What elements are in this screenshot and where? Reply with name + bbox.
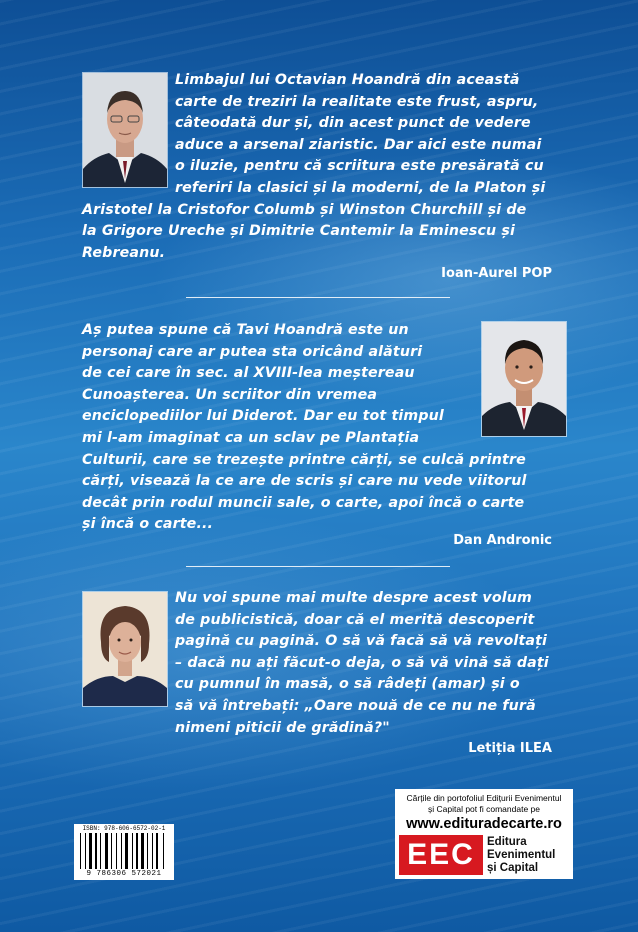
quote-line: de publicistică, doar că el merită descoperit [175, 611, 535, 628]
ean-number: 9 786306 572021 [86, 870, 162, 878]
quote-line: Cunoașterea. Un scriitor din vremea [82, 386, 378, 403]
author-name: Dan Andronic [453, 533, 552, 548]
author-name: Ioan-Aurel POP [441, 266, 552, 281]
author-photo-letitia-ilea [82, 591, 168, 707]
isbn-number: ISBN: 978-606-6572-02-1 [82, 825, 166, 832]
publisher-name-line: și Capital [487, 861, 539, 874]
quote-line: Culturii, care se trezește printre cărți, se culcă printre [82, 451, 526, 468]
divider [186, 297, 450, 298]
quote-line: Nu voi spune mai multe despre acest volum [175, 590, 532, 606]
quote-line: la Grigore Ureche și Dimitrie Cantemir la Eminescu și [82, 223, 515, 240]
quote-line: cărți, visează la ce are de scris și care nu vede viitorul [82, 473, 527, 490]
author-name: Letiția ILEA [468, 741, 552, 756]
divider [186, 566, 450, 567]
quote-line: personaj care ar putea sta oricând alături [82, 343, 423, 360]
quote-ioan-aurel-pop-wide [82, 200, 526, 265]
publisher-website-link[interactable]: www.edituradecarte.ro [406, 816, 562, 832]
quote-line: câteodată dur și, din acest punct de vedere [175, 115, 531, 132]
quote-dan-andronic [82, 320, 526, 536]
eec-logo: EEC [399, 835, 483, 875]
author-photo-ioan-aurel-pop [82, 72, 168, 188]
barcode [74, 824, 174, 880]
quote-line: și încă o carte... [82, 516, 214, 533]
quote-line: nimeni piticii de grădină?" [175, 719, 390, 736]
promo-text [395, 793, 573, 815]
publisher-logo [395, 835, 573, 875]
quote-ioan-aurel-pop [175, 70, 545, 200]
quote-letitia-ilea [175, 588, 549, 739]
quote-line: cu pumnul în masă, o să râdeți (amar) și o [175, 676, 520, 693]
quote-line: mi l-am imaginat ca un sclav pe Plantația [82, 429, 420, 446]
quote-line: Aș putea spune că Tavi Hoandră este un [82, 322, 409, 338]
quote-line: să vă întrebați: „Oare nouă de ce nu ne fură [175, 697, 536, 714]
promo-text-line: și Capital pot fi comandate pe [428, 804, 540, 814]
publisher-name-line: Evenimentul [487, 848, 556, 861]
quote-line: referiri la clasici și la moderni, de la Platon și [175, 179, 546, 196]
quote-line: decât prin rodul muncii sale, o carte, apoi încă o carte [82, 494, 525, 511]
publisher-name [487, 836, 555, 874]
quote-line: pagină cu pagină. O să vă facă să vă revoltați [175, 633, 548, 650]
quote-line: Aristotel la Cristofor Columb și Winston Churchill și de [82, 201, 527, 218]
quote-line: Limbajul lui Octavian Hoandră din această [175, 72, 520, 88]
promo-text-line: Cărțile din portofoliul Edițurii Evenimentul [406, 793, 562, 803]
quote-line: de cei care în sec. al XVIII-lea meștereau [82, 365, 415, 382]
quote-line: enciclopediilor lui Diderot. Dar eu tot timpul [82, 408, 444, 425]
publisher-promo [395, 789, 573, 879]
quote-line: aduce a arsenal ziaristic. Dar aici este numai [175, 136, 542, 153]
quote-line: carte de treziri la realitate este frust, aspru, [175, 93, 539, 110]
quote-line: Rebreanu. [82, 244, 166, 261]
quote-line: – dacă nu ați făcut-o deja, o să vă vină să dați [175, 654, 549, 671]
quote-line: o iluzie, pentru că scriitura este presărată cu [175, 158, 544, 175]
publisher-name-line: Editura [487, 836, 527, 848]
